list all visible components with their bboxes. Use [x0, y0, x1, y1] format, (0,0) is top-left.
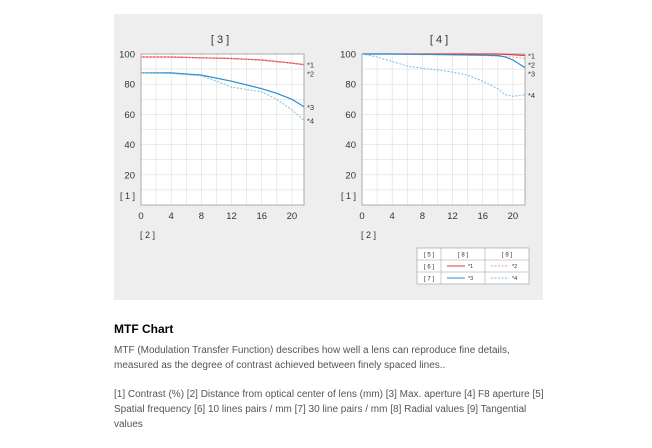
- chart1-title: [ 3 ]: [210, 34, 230, 46]
- mtf-figure-panel: [114, 14, 543, 300]
- chart2-xlabel: [ 2 ]: [361, 230, 377, 240]
- caption-key: [1] Contrast (%) [2] Distance from optical center of lens (mm) [3] Max. aperture [4] F8 aperture [5] Spatial frequency [6] 10 lines pairs / mm [7] 30 line pairs / mm [8] Radial values [9] Tangential values: [114, 389, 544, 430]
- legend-radial-label: *1: [468, 264, 474, 271]
- chart2-xtick-label: 12: [447, 211, 458, 222]
- chart1-xtick-label: 12: [226, 211, 237, 222]
- legend-header: [ 8 ]: [457, 252, 469, 259]
- chart1-xtick-label: 4: [168, 211, 174, 222]
- chart1-xtick-label: 20: [286, 211, 298, 222]
- chart2-xtick-label: 16: [477, 211, 489, 222]
- legend-row-label: [ 6 ]: [423, 264, 435, 271]
- chart2-ylabel: [ 1 ]: [341, 191, 357, 201]
- chart2-xtick-label: 0: [359, 211, 365, 222]
- chart1-series-label: *4: [307, 116, 315, 126]
- caption-description: MTF (Modulation Transfer Function) describes how well a lens can reproduce fine details, measured as the degree of contrast achieved between finely spaced lines..: [114, 345, 510, 371]
- chart2-series-label: *1: [528, 51, 536, 61]
- chart2-series-label: *3: [528, 69, 536, 79]
- chart1-xlabel: [ 2 ]: [140, 230, 156, 240]
- chart1-series-label: *1: [307, 60, 315, 70]
- caption-title: MTF Chart: [114, 322, 174, 336]
- chart2-xtick-label: 4: [389, 211, 395, 222]
- legend-header: [ 5 ]: [423, 252, 435, 259]
- chart1-xtick-label: 16: [256, 211, 268, 222]
- legend-radial-label: *3: [468, 276, 474, 283]
- mtf-charts: [114, 14, 543, 300]
- chart2-ytick-label: 60: [345, 109, 356, 121]
- chart2-ytick-label: 40: [345, 140, 356, 152]
- chart2-xtick-label: 20: [507, 211, 519, 222]
- chart2-series-label: *4: [528, 90, 536, 100]
- chart1-ytick-label: 80: [124, 79, 135, 91]
- chart2-xtick-label: 8: [419, 211, 426, 222]
- chart1-xtick-label: 0: [138, 211, 144, 222]
- chart1-ytick-label: 20: [124, 170, 135, 182]
- chart2-ytick-label: 20: [345, 170, 356, 182]
- caption-block: [114, 322, 544, 432]
- legend-tangential-label: *4: [512, 276, 518, 283]
- chart1-series-label: *3: [307, 102, 315, 112]
- chart2-series-label: *2: [528, 60, 536, 70]
- chart2-ytick-label: 100: [340, 49, 356, 61]
- legend-header: [ 9 ]: [501, 252, 513, 259]
- legend-row-label: [ 7 ]: [423, 276, 435, 283]
- chart2-title: [ 4 ]: [429, 34, 449, 46]
- chart1-xtick-label: 8: [198, 211, 205, 222]
- chart1-series-label: *2: [307, 69, 315, 79]
- legend-tangential-label: *2: [512, 264, 518, 271]
- chart1-ytick-label: 60: [124, 109, 135, 121]
- chart1-ytick-label: 100: [119, 49, 135, 61]
- chart1-ylabel: [ 1 ]: [120, 191, 136, 201]
- chart2-ytick-label: 80: [345, 79, 356, 91]
- chart1-ytick-label: 40: [124, 140, 135, 152]
